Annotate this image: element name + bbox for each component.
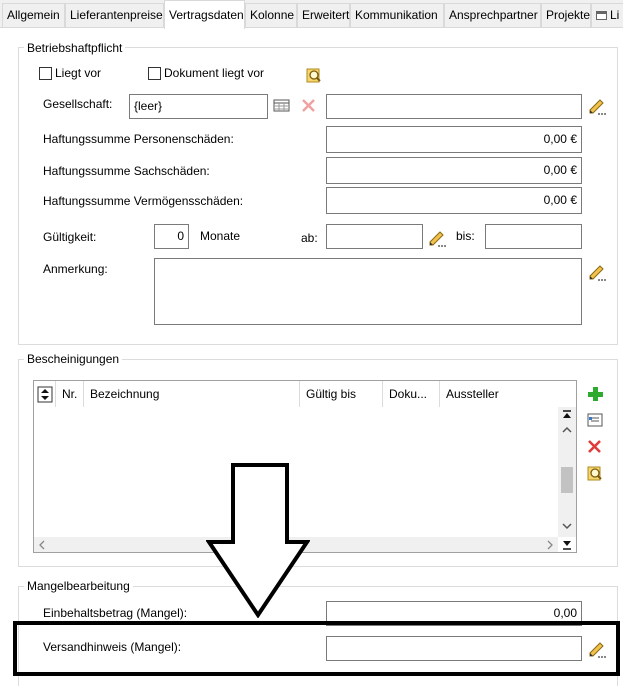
- haftung-vermoegen-label: Haftungssumme Vermögensschäden:: [43, 194, 244, 208]
- tab-bar: [0, 0, 623, 28]
- tab-projekte[interactable]: [541, 3, 591, 27]
- vertical-scrollbar[interactable]: [558, 407, 576, 537]
- haftung-sach-field[interactable]: 0,00 €: [326, 157, 582, 184]
- gueltigkeit-label: Gültigkeit:: [43, 230, 97, 244]
- einbehalt-label: Einbehaltsbetrag (Mangel):: [43, 606, 188, 620]
- tab-allgemein[interactable]: [2, 3, 65, 27]
- clear-icon[interactable]: [299, 96, 319, 116]
- scroll-top-icon[interactable]: [561, 409, 573, 421]
- anmerkung-textarea[interactable]: [154, 258, 582, 325]
- tab-erweitert[interactable]: [297, 3, 350, 27]
- tab-label: Ansprechpartner: [449, 8, 538, 22]
- haftung-sach-label: Haftungssumme Sachschäden:: [43, 164, 210, 178]
- column-header-nr[interactable]: Nr.: [56, 381, 84, 407]
- scroll-up-icon[interactable]: [561, 425, 573, 435]
- liegt-vor-label: Liegt vor: [55, 66, 102, 80]
- highlight-frame: [13, 621, 620, 676]
- scroll-down-icon[interactable]: [561, 521, 573, 531]
- scroll-bottom-icon[interactable]: [561, 538, 573, 551]
- bis-label: bis:: [456, 229, 475, 243]
- table-lookup-icon[interactable]: [272, 96, 292, 116]
- monate-label: Monate: [200, 229, 241, 243]
- tab-ansprechpartner[interactable]: [444, 3, 541, 27]
- column-header-doku[interactable]: Doku...: [383, 381, 440, 407]
- dokument-liegt-vor-checkbox[interactable]: [148, 67, 161, 80]
- delete-icon[interactable]: [585, 437, 605, 457]
- list-icon: [596, 11, 607, 20]
- versandhinweis-label: Versandhinweis (Mangel):: [43, 640, 182, 654]
- annotation-arrow-down-icon: [206, 462, 310, 618]
- document-search-icon[interactable]: [585, 464, 605, 484]
- column-header-aussteller[interactable]: Aussteller: [440, 381, 552, 407]
- tab-li[interactable]: [591, 3, 623, 27]
- defects-group-title: Mangelbearbeitung: [24, 579, 133, 593]
- tab-label: Allgemein: [7, 8, 60, 22]
- gesellschaft-field[interactable]: {leer}: [129, 94, 268, 119]
- anmerkung-label: Anmerkung:: [43, 262, 108, 276]
- edit-pencil-icon[interactable]: [587, 96, 607, 116]
- column-header-gueltig-bis[interactable]: Gültig bis: [300, 381, 383, 407]
- tab-label: Lieferantenpreise: [70, 8, 163, 22]
- tab-label: Projekte: [546, 8, 591, 22]
- tab-label: Kolonne: [250, 8, 295, 22]
- edit-pencil-icon[interactable]: [587, 262, 607, 282]
- tab-label: Kommunikation: [355, 8, 438, 22]
- tab-label: Vertragsdaten: [169, 8, 244, 22]
- row-selector-header[interactable]: [34, 381, 56, 407]
- dokument-liegt-vor-label: Dokument liegt vor: [164, 66, 265, 80]
- details-icon[interactable]: [585, 410, 605, 430]
- sort-updown-icon: [34, 381, 56, 407]
- tab-label: Li: [610, 8, 620, 22]
- tab-label: Erweitert: [302, 8, 350, 22]
- tab-lieferantenpreise[interactable]: [65, 3, 164, 27]
- column-header-bezeichnung[interactable]: Bezeichnung: [84, 381, 300, 407]
- haftung-personen-field[interactable]: 0,00 €: [326, 126, 582, 153]
- liegt-vor-checkbox[interactable]: [39, 67, 52, 80]
- scroll-left-icon[interactable]: [38, 540, 46, 550]
- gesellschaft-name-field[interactable]: [326, 94, 582, 119]
- gesellschaft-label: Gesellschaft:: [43, 97, 113, 111]
- einbehalt-field[interactable]: 0,00: [326, 601, 582, 626]
- ab-date-field[interactable]: [326, 224, 423, 249]
- edit-pencil-icon[interactable]: [427, 228, 447, 248]
- document-search-icon[interactable]: [304, 66, 324, 86]
- haftung-vermoegen-field[interactable]: 0,00 €: [326, 187, 582, 214]
- tab-kolonne[interactable]: [245, 3, 297, 27]
- liability-group-title: Betriebshaftpflicht: [24, 41, 125, 55]
- add-icon[interactable]: [585, 384, 605, 404]
- haftung-personen-label: Haftungssumme Personenschäden:: [43, 132, 234, 146]
- bis-date-field[interactable]: [485, 224, 582, 249]
- tab-kommunikation[interactable]: [350, 3, 444, 27]
- scroll-right-icon[interactable]: [546, 540, 554, 550]
- gueltigkeit-months-field[interactable]: 0: [154, 224, 189, 249]
- scrollbar-thumb[interactable]: [561, 467, 573, 493]
- tab-vertragsdaten[interactable]: [164, 0, 245, 29]
- certificates-group-title: Bescheinigungen: [24, 352, 122, 366]
- ab-label: ab:: [301, 231, 318, 245]
